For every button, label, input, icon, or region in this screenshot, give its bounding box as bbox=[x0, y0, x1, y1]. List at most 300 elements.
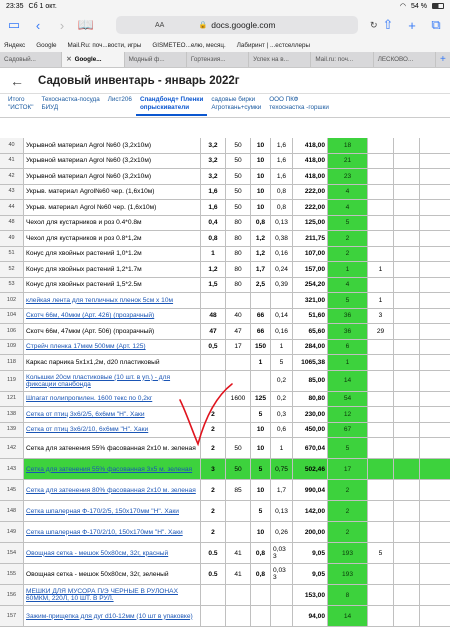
table-cell-empty[interactable] bbox=[420, 185, 450, 200]
table-cell-n[interactable]: 138 bbox=[0, 407, 24, 422]
table-cell-name[interactable] bbox=[24, 501, 201, 521]
table-cell-c[interactable]: 0,8 bbox=[251, 216, 271, 231]
browser-tab[interactable]: Садовый... bbox=[0, 52, 62, 67]
table-cell-g[interactable] bbox=[368, 392, 394, 407]
table-cell-e[interactable]: 94,00 bbox=[293, 606, 328, 626]
table-cell-a[interactable]: 0.5 bbox=[201, 564, 226, 584]
sheet-tab[interactable]: Итого "ИСТОК" bbox=[8, 96, 34, 111]
table-cell-e[interactable]: 450,00 bbox=[293, 423, 328, 438]
table-cell-a[interactable] bbox=[201, 392, 226, 407]
address-bar[interactable] bbox=[116, 16, 378, 34]
table-cell-b[interactable]: 80 bbox=[226, 278, 251, 293]
table-cell-a[interactable]: 3,2 bbox=[201, 138, 226, 153]
table-cell-a[interactable] bbox=[201, 355, 226, 370]
cell-link[interactable]: МЕШКИ ДЛЯ МУСОРА П/Э ЧЕРНЫЕ В РУЛОНАХ 60МКМ, 220Л, 10 ШТ. В РУЛ. bbox=[26, 588, 178, 602]
table-cell-d[interactable]: 5 bbox=[271, 355, 293, 370]
table-cell-f[interactable]: 8 bbox=[328, 585, 368, 605]
table-cell-a[interactable]: 0,5 bbox=[201, 340, 226, 355]
table-cell-d[interactable]: 0,13 bbox=[271, 501, 293, 521]
table-cell-b[interactable] bbox=[226, 407, 251, 422]
table-cell-name[interactable]: Укрывной материал Agrol №60 (3,2х10м) bbox=[24, 169, 201, 184]
table-cell-f[interactable]: 5 bbox=[328, 216, 368, 231]
table-cell-f[interactable]: 2 bbox=[328, 247, 368, 262]
table-cell-d[interactable]: 0,24 bbox=[271, 262, 293, 277]
table-cell-d[interactable]: 0,2 bbox=[271, 392, 293, 407]
table-cell-empty[interactable] bbox=[420, 293, 450, 308]
table-cell-h[interactable] bbox=[394, 262, 420, 277]
table-cell-empty[interactable] bbox=[420, 564, 450, 584]
table-cell-d[interactable]: 0,16 bbox=[271, 324, 293, 339]
table-cell-e[interactable]: 211,75 bbox=[293, 231, 328, 246]
table-cell-h[interactable] bbox=[394, 438, 420, 458]
table-cell-g[interactable] bbox=[368, 169, 394, 184]
table-cell-b[interactable]: 50 bbox=[226, 169, 251, 184]
table-cell-d[interactable]: 1,7 bbox=[271, 480, 293, 500]
table-cell-name[interactable]: Чехол для кустарников и роз 0.4*0.8м bbox=[24, 216, 201, 231]
table-cell-f[interactable]: 12 bbox=[328, 407, 368, 422]
table-cell-b[interactable]: 50 bbox=[226, 138, 251, 153]
table-cell-h[interactable] bbox=[394, 585, 420, 605]
table-cell-n[interactable]: 106 bbox=[0, 324, 24, 339]
cell-link[interactable]: Сетка шпалерная Ф-170/2/10, 150х170мм "Н". Хаки bbox=[26, 528, 183, 536]
table-cell-g[interactable] bbox=[368, 247, 394, 262]
table-cell-empty[interactable] bbox=[420, 543, 450, 563]
table-cell-g[interactable] bbox=[368, 423, 394, 438]
table-cell-e[interactable]: 418,00 bbox=[293, 138, 328, 153]
table-cell-b[interactable]: 50 bbox=[226, 200, 251, 215]
table-cell-c[interactable]: 125 bbox=[251, 392, 271, 407]
table-cell-d[interactable]: 0,26 bbox=[271, 522, 293, 542]
table-cell-a[interactable]: 0,8 bbox=[201, 231, 226, 246]
table-cell-f[interactable]: 4 bbox=[328, 200, 368, 215]
table-cell-e[interactable]: 85,00 bbox=[293, 371, 328, 391]
table-cell-n[interactable]: 48 bbox=[0, 216, 24, 231]
table-cell-e[interactable]: 153,00 bbox=[293, 585, 328, 605]
table-cell-a[interactable]: 2 bbox=[201, 438, 226, 458]
table-cell-f[interactable]: 54 bbox=[328, 392, 368, 407]
table-cell-c[interactable]: 10 bbox=[251, 138, 271, 153]
table-cell-b[interactable]: 80 bbox=[226, 216, 251, 231]
table-cell-g[interactable]: 3 bbox=[368, 309, 394, 324]
table-cell-d[interactable] bbox=[271, 606, 293, 626]
table-cell-a[interactable]: 48 bbox=[201, 309, 226, 324]
table-cell-h[interactable] bbox=[394, 459, 420, 479]
table-cell-b[interactable] bbox=[226, 355, 251, 370]
table-cell-d[interactable]: 0,03 3 bbox=[271, 543, 293, 563]
table-cell-empty[interactable] bbox=[420, 278, 450, 293]
table-cell-e[interactable]: 321,00 bbox=[293, 293, 328, 308]
cell-link[interactable]: Сетка для затенения 80% фасованная 2х10 м. зеленая bbox=[26, 486, 196, 494]
table-cell-d[interactable]: 1,6 bbox=[271, 154, 293, 169]
cell-link[interactable]: Сетка для затенения 55% фасованная 3х5 м. зеленая bbox=[26, 465, 193, 473]
table-cell-e[interactable]: 51,60 bbox=[293, 309, 328, 324]
cell-link[interactable]: Скотч 66м, 40мкм (Арт. 426) (прозрачный) bbox=[26, 312, 155, 320]
table-cell-h[interactable] bbox=[394, 355, 420, 370]
cell-link[interactable]: Сетка от птиц 3х6/2/5, 6х6мм "Н". Хаки bbox=[26, 410, 145, 418]
table-cell-d[interactable]: 0,8 bbox=[271, 185, 293, 200]
table-cell-a[interactable]: 2 bbox=[201, 480, 226, 500]
table-cell-c[interactable]: 150 bbox=[251, 340, 271, 355]
back-arrow-icon[interactable]: ← bbox=[10, 72, 24, 89]
table-cell-f[interactable]: 67 bbox=[328, 423, 368, 438]
table-cell-n[interactable]: 42 bbox=[0, 169, 24, 184]
table-cell-empty[interactable] bbox=[420, 371, 450, 391]
table-cell-a[interactable]: 3,2 bbox=[201, 169, 226, 184]
browser-tab[interactable]: Успех на в... bbox=[249, 52, 311, 67]
bookmark-item[interactable]: Mail.Ru: поч...вости, игры bbox=[67, 41, 142, 49]
table-cell-c[interactable] bbox=[251, 371, 271, 391]
table-cell-name[interactable]: Каркас парника 5х1х1,2м, d20 пластиковый bbox=[24, 355, 201, 370]
bookmark-item[interactable]: Google bbox=[36, 41, 57, 49]
table-cell-n[interactable]: 104 bbox=[0, 309, 24, 324]
table-cell-h[interactable] bbox=[394, 247, 420, 262]
table-cell-name[interactable] bbox=[24, 543, 201, 563]
table-cell-empty[interactable] bbox=[420, 216, 450, 231]
table-cell-c[interactable]: 10 bbox=[251, 423, 271, 438]
table-cell-f[interactable]: 2 bbox=[328, 501, 368, 521]
table-cell-d[interactable]: 0,38 bbox=[271, 231, 293, 246]
browser-tab[interactable]: Гортензия... bbox=[187, 52, 249, 67]
table-cell-b[interactable] bbox=[226, 522, 251, 542]
table-cell-c[interactable]: 10 bbox=[251, 522, 271, 542]
table-cell-h[interactable] bbox=[394, 501, 420, 521]
table-cell-g[interactable] bbox=[368, 564, 394, 584]
table-cell-n[interactable]: 53 bbox=[0, 278, 24, 293]
table-cell-f[interactable]: 18 bbox=[328, 138, 368, 153]
table-cell-b[interactable]: 50 bbox=[226, 459, 251, 479]
table-cell-b[interactable]: 80 bbox=[226, 262, 251, 277]
table-cell-b[interactable]: 47 bbox=[226, 324, 251, 339]
browser-tab[interactable]: Mail.ru: поч... bbox=[311, 52, 373, 67]
table-cell-empty[interactable] bbox=[420, 309, 450, 324]
table-cell-c[interactable]: 1,7 bbox=[251, 262, 271, 277]
table-cell-f[interactable]: 1 bbox=[328, 355, 368, 370]
table-cell-h[interactable] bbox=[394, 371, 420, 391]
table-cell-b[interactable] bbox=[226, 423, 251, 438]
table-cell-h[interactable] bbox=[394, 392, 420, 407]
table-cell-e[interactable]: 502,46 bbox=[293, 459, 328, 479]
table-cell-empty[interactable] bbox=[420, 231, 450, 246]
table-cell-g[interactable] bbox=[368, 340, 394, 355]
table-cell-g[interactable] bbox=[368, 459, 394, 479]
table-cell-b[interactable] bbox=[226, 293, 251, 308]
back-icon[interactable]: ‹ bbox=[35, 17, 41, 33]
cell-link[interactable]: Сетка от птиц 3х6/2/10, 6х6мм "Н". Хаки bbox=[26, 426, 149, 434]
table-cell-d[interactable]: 0,03 3 bbox=[271, 564, 293, 584]
table-cell-d[interactable]: 0,8 bbox=[271, 200, 293, 215]
table-cell-g[interactable]: 1 bbox=[368, 262, 394, 277]
table-cell-c[interactable] bbox=[251, 293, 271, 308]
table-cell-e[interactable]: 65,60 bbox=[293, 324, 328, 339]
table-cell-e[interactable]: 230,00 bbox=[293, 407, 328, 422]
table-cell-a[interactable]: 2 bbox=[201, 423, 226, 438]
cell-link[interactable]: Шпагат полипропилен. 1600 текс по 0,2кг bbox=[26, 395, 153, 403]
table-cell-d[interactable]: 0,14 bbox=[271, 309, 293, 324]
table-cell-f[interactable]: 2 bbox=[328, 231, 368, 246]
table-cell-n[interactable]: 41 bbox=[0, 154, 24, 169]
table-cell-f[interactable]: 4 bbox=[328, 185, 368, 200]
table-cell-name[interactable] bbox=[24, 522, 201, 542]
table-cell-e[interactable]: 254,20 bbox=[293, 278, 328, 293]
table-cell-name[interactable]: Сетка для затенения 55% фасованная 2х10 м. зеленая bbox=[24, 438, 201, 458]
bookmark-item[interactable]: Яндекс bbox=[4, 41, 26, 49]
table-cell-g[interactable]: 5 bbox=[368, 543, 394, 563]
table-cell-a[interactable] bbox=[201, 585, 226, 605]
table-cell-f[interactable]: 2 bbox=[328, 480, 368, 500]
new-tab-icon[interactable]: + bbox=[408, 17, 416, 33]
table-cell-e[interactable]: 157,00 bbox=[293, 262, 328, 277]
table-cell-h[interactable] bbox=[394, 480, 420, 500]
table-cell-g[interactable] bbox=[368, 355, 394, 370]
table-cell-h[interactable] bbox=[394, 564, 420, 584]
table-cell-h[interactable] bbox=[394, 231, 420, 246]
table-cell-f[interactable]: 17 bbox=[328, 459, 368, 479]
table-cell-n[interactable]: 52 bbox=[0, 262, 24, 277]
table-cell-c[interactable]: 10 bbox=[251, 154, 271, 169]
table-cell-n[interactable]: 145 bbox=[0, 480, 24, 500]
table-cell-d[interactable]: 0,16 bbox=[271, 247, 293, 262]
table-cell-e[interactable]: 284,00 bbox=[293, 340, 328, 355]
table-cell-c[interactable] bbox=[251, 606, 271, 626]
bookmarks-icon[interactable]: 📖 bbox=[77, 17, 95, 32]
table-cell-b[interactable] bbox=[226, 501, 251, 521]
table-cell-e[interactable]: 222,00 bbox=[293, 185, 328, 200]
sheet-tab[interactable]: ООО ПКФ техоснастка -горшки bbox=[269, 96, 329, 111]
table-cell-b[interactable]: 50 bbox=[226, 438, 251, 458]
table-cell-name[interactable]: Скотч 66м, 47мкм (Арт. 506) (прозрачный) bbox=[24, 324, 201, 339]
table-cell-a[interactable] bbox=[201, 606, 226, 626]
table-cell-e[interactable]: 418,00 bbox=[293, 154, 328, 169]
sidebar-toggle-icon[interactable]: ▭ bbox=[7, 17, 21, 32]
table-cell-g[interactable] bbox=[368, 585, 394, 605]
table-cell-h[interactable] bbox=[394, 340, 420, 355]
table-cell-e[interactable]: 990,04 bbox=[293, 480, 328, 500]
table-cell-e[interactable]: 1065,38 bbox=[293, 355, 328, 370]
table-cell-n[interactable]: 143 bbox=[0, 459, 24, 479]
bookmark-item[interactable]: Лабиринт | ...естселлеры bbox=[236, 41, 311, 49]
table-cell-d[interactable]: 0,6 bbox=[271, 423, 293, 438]
table-cell-f[interactable]: 23 bbox=[328, 169, 368, 184]
table-cell-empty[interactable] bbox=[420, 522, 450, 542]
table-cell-d[interactable] bbox=[271, 585, 293, 605]
table-cell-n[interactable]: 142 bbox=[0, 438, 24, 458]
table-cell-c[interactable]: 5 bbox=[251, 459, 271, 479]
table-cell-h[interactable] bbox=[394, 522, 420, 542]
table-cell-h[interactable] bbox=[394, 606, 420, 626]
table-cell-f[interactable]: 21 bbox=[328, 154, 368, 169]
table-cell-h[interactable] bbox=[394, 154, 420, 169]
table-cell-empty[interactable] bbox=[420, 262, 450, 277]
table-cell-c[interactable]: 2,5 bbox=[251, 278, 271, 293]
table-cell-c[interactable]: 10 bbox=[251, 169, 271, 184]
table-cell-c[interactable]: 5 bbox=[251, 407, 271, 422]
table-cell-h[interactable] bbox=[394, 423, 420, 438]
cell-link[interactable]: Стрейч пленка 17мкм 500мм (Арт. 125) bbox=[26, 343, 146, 351]
table-cell-c[interactable]: 10 bbox=[251, 480, 271, 500]
table-cell-n[interactable]: 154 bbox=[0, 543, 24, 563]
table-cell-h[interactable] bbox=[394, 216, 420, 231]
table-cell-b[interactable] bbox=[226, 371, 251, 391]
table-cell-g[interactable]: 29 bbox=[368, 324, 394, 339]
table-cell-empty[interactable] bbox=[420, 606, 450, 626]
table-cell-a[interactable]: 2 bbox=[201, 501, 226, 521]
table-cell-g[interactable] bbox=[368, 185, 394, 200]
table-cell-n[interactable]: 109 bbox=[0, 340, 24, 355]
table-cell-name[interactable]: Укрывной материал Agrol №60 (3,2х10м) bbox=[24, 138, 201, 153]
table-cell-h[interactable] bbox=[394, 169, 420, 184]
table-cell-empty[interactable] bbox=[420, 392, 450, 407]
reload-icon[interactable]: ↻ bbox=[370, 19, 378, 30]
table-cell-h[interactable] bbox=[394, 185, 420, 200]
table-cell-b[interactable]: 85 bbox=[226, 480, 251, 500]
cell-link[interactable]: клейкая лента для тепличных пленок 5см х 10м bbox=[26, 296, 174, 304]
table-cell-name[interactable]: Чехол для кустарников и роз 0.8*1,2м bbox=[24, 231, 201, 246]
table-cell-a[interactable]: 3 bbox=[201, 459, 226, 479]
table-cell-empty[interactable] bbox=[420, 154, 450, 169]
table-cell-empty[interactable] bbox=[420, 438, 450, 458]
cell-link[interactable]: Колышки 20см пластиковые (10 шт. в уп.) - для фиксации спанбонда bbox=[26, 373, 171, 388]
table-cell-name[interactable]: Конус для хвойных растений 1,5*2.5м bbox=[24, 278, 201, 293]
table-cell-g[interactable] bbox=[368, 480, 394, 500]
table-cell-b[interactable]: 80 bbox=[226, 231, 251, 246]
table-cell-empty[interactable] bbox=[420, 480, 450, 500]
table-cell-name[interactable] bbox=[24, 371, 201, 391]
reader-aa-button[interactable]: AA bbox=[155, 21, 165, 29]
table-cell-name[interactable] bbox=[24, 340, 201, 355]
table-cell-a[interactable]: 1,6 bbox=[201, 200, 226, 215]
table-cell-d[interactable]: 1,6 bbox=[271, 169, 293, 184]
table-cell-n[interactable]: 44 bbox=[0, 200, 24, 215]
table-cell-n[interactable]: 148 bbox=[0, 501, 24, 521]
table-cell-name[interactable] bbox=[24, 293, 201, 308]
table-cell-empty[interactable] bbox=[420, 501, 450, 521]
bookmark-item[interactable]: GISMETEO...елю, месяц. bbox=[152, 41, 226, 49]
browser-tab[interactable]: Модный ф... bbox=[125, 52, 187, 67]
table-cell-c[interactable]: 5 bbox=[251, 501, 271, 521]
table-cell-e[interactable]: 107,00 bbox=[293, 247, 328, 262]
share-icon[interactable]: ⇧ bbox=[382, 17, 394, 32]
table-cell-d[interactable]: 1 bbox=[271, 340, 293, 355]
table-cell-g[interactable] bbox=[368, 371, 394, 391]
table-cell-name[interactable]: Конус для хвойных растений 1,0*1.2м bbox=[24, 247, 201, 262]
close-icon[interactable]: ✕ bbox=[66, 56, 72, 63]
table-cell-c[interactable]: 10 bbox=[251, 185, 271, 200]
table-cell-e[interactable]: 142,00 bbox=[293, 501, 328, 521]
table-cell-f[interactable]: 5 bbox=[328, 438, 368, 458]
table-cell-empty[interactable] bbox=[420, 247, 450, 262]
table-cell-n[interactable]: 155 bbox=[0, 564, 24, 584]
table-cell-e[interactable]: 670,04 bbox=[293, 438, 328, 458]
table-cell-c[interactable]: 1,2 bbox=[251, 247, 271, 262]
table-cell-d[interactable]: 0,3 bbox=[271, 407, 293, 422]
table-cell-b[interactable]: 1600 bbox=[226, 392, 251, 407]
table-cell-n[interactable]: 149 bbox=[0, 522, 24, 542]
table-cell-g[interactable] bbox=[368, 138, 394, 153]
table-cell-empty[interactable] bbox=[420, 423, 450, 438]
table-cell-name[interactable]: Овощная сетка - мешок 50х80см, 32г, зеленый bbox=[24, 564, 201, 584]
sheet-tab[interactable]: садовые бирки Агроткань+сумки bbox=[211, 96, 262, 111]
table-cell-name[interactable]: Укрывной материал Agrol №60 (3,2х10м) bbox=[24, 154, 201, 169]
table-cell-c[interactable]: 1 bbox=[251, 355, 271, 370]
table-cell-c[interactable] bbox=[251, 585, 271, 605]
sheet-tab[interactable]: Техоснастка-посуда БИУД bbox=[41, 96, 100, 111]
table-cell-a[interactable]: 1,5 bbox=[201, 278, 226, 293]
table-cell-h[interactable] bbox=[394, 200, 420, 215]
table-cell-n[interactable]: 43 bbox=[0, 185, 24, 200]
table-cell-b[interactable]: 50 bbox=[226, 154, 251, 169]
table-cell-f[interactable]: 36 bbox=[328, 324, 368, 339]
table-cell-e[interactable]: 125,00 bbox=[293, 216, 328, 231]
add-tab-icon[interactable]: + bbox=[440, 54, 446, 65]
table-cell-b[interactable]: 41 bbox=[226, 564, 251, 584]
table-cell-g[interactable] bbox=[368, 216, 394, 231]
table-cell-c[interactable]: 1,2 bbox=[251, 231, 271, 246]
table-cell-empty[interactable] bbox=[420, 340, 450, 355]
table-cell-h[interactable] bbox=[394, 543, 420, 563]
table-cell-empty[interactable] bbox=[420, 324, 450, 339]
forward-icon[interactable]: › bbox=[59, 17, 65, 33]
table-cell-g[interactable]: 1 bbox=[368, 293, 394, 308]
table-cell-name[interactable] bbox=[24, 606, 201, 626]
table-cell-f[interactable]: 2 bbox=[328, 522, 368, 542]
table-cell-n[interactable]: 40 bbox=[0, 138, 24, 153]
table-cell-h[interactable] bbox=[394, 278, 420, 293]
table-cell-g[interactable] bbox=[368, 606, 394, 626]
table-cell-n[interactable]: 157 bbox=[0, 606, 24, 626]
table-cell-d[interactable]: 1,6 bbox=[271, 138, 293, 153]
table-cell-name[interactable] bbox=[24, 459, 201, 479]
table-cell-d[interactable]: 0,75 bbox=[271, 459, 293, 479]
tabs-overview-icon[interactable]: ⧉ bbox=[431, 17, 441, 32]
cell-link[interactable]: Овощная сетка - мешок 50х80см, 32г, красный bbox=[26, 549, 169, 557]
table-cell-b[interactable]: 80 bbox=[226, 247, 251, 262]
table-cell-e[interactable]: 418,00 bbox=[293, 169, 328, 184]
table-cell-h[interactable] bbox=[394, 309, 420, 324]
table-cell-d[interactable]: 0,39 bbox=[271, 278, 293, 293]
table-cell-name[interactable] bbox=[24, 407, 201, 422]
table-cell-d[interactable]: 1 bbox=[271, 438, 293, 458]
table-cell-f[interactable]: 14 bbox=[328, 606, 368, 626]
table-cell-g[interactable] bbox=[368, 154, 394, 169]
cell-link[interactable]: Сетка шпалерная Ф-170/2/5, 150х170мм "Н". Хаки bbox=[26, 507, 179, 515]
browser-tab[interactable]: ЛЕСКОВО... bbox=[374, 52, 436, 67]
table-cell-b[interactable]: 17 bbox=[226, 340, 251, 355]
table-cell-a[interactable]: 2 bbox=[201, 522, 226, 542]
cell-link[interactable]: Зажим-прищепка для дуг d10-12мм (10 шт в упаковке) bbox=[26, 612, 193, 620]
table-cell-n[interactable]: 121 bbox=[0, 392, 24, 407]
table-cell-empty[interactable] bbox=[420, 169, 450, 184]
table-cell-name[interactable] bbox=[24, 309, 201, 324]
table-cell-e[interactable]: 222,00 bbox=[293, 200, 328, 215]
table-cell-h[interactable] bbox=[394, 293, 420, 308]
table-cell-n[interactable]: 119 bbox=[0, 371, 24, 391]
table-cell-name[interactable] bbox=[24, 585, 201, 605]
table-cell-n[interactable]: 49 bbox=[0, 231, 24, 246]
table-cell-b[interactable] bbox=[226, 585, 251, 605]
sheet-tab[interactable]: Лист206 bbox=[107, 96, 132, 103]
table-cell-b[interactable]: 41 bbox=[226, 543, 251, 563]
table-cell-f[interactable]: 4 bbox=[328, 278, 368, 293]
table-cell-name[interactable]: Конус для хвойных растений 1,2*1.7м bbox=[24, 262, 201, 277]
table-cell-b[interactable] bbox=[226, 606, 251, 626]
table-cell-h[interactable] bbox=[394, 138, 420, 153]
table-cell-g[interactable] bbox=[368, 522, 394, 542]
table-cell-f[interactable]: 1 bbox=[328, 262, 368, 277]
table-cell-a[interactable] bbox=[201, 371, 226, 391]
table-cell-a[interactable]: 1 bbox=[201, 247, 226, 262]
table-cell-empty[interactable] bbox=[420, 585, 450, 605]
table-cell-empty[interactable] bbox=[420, 200, 450, 215]
